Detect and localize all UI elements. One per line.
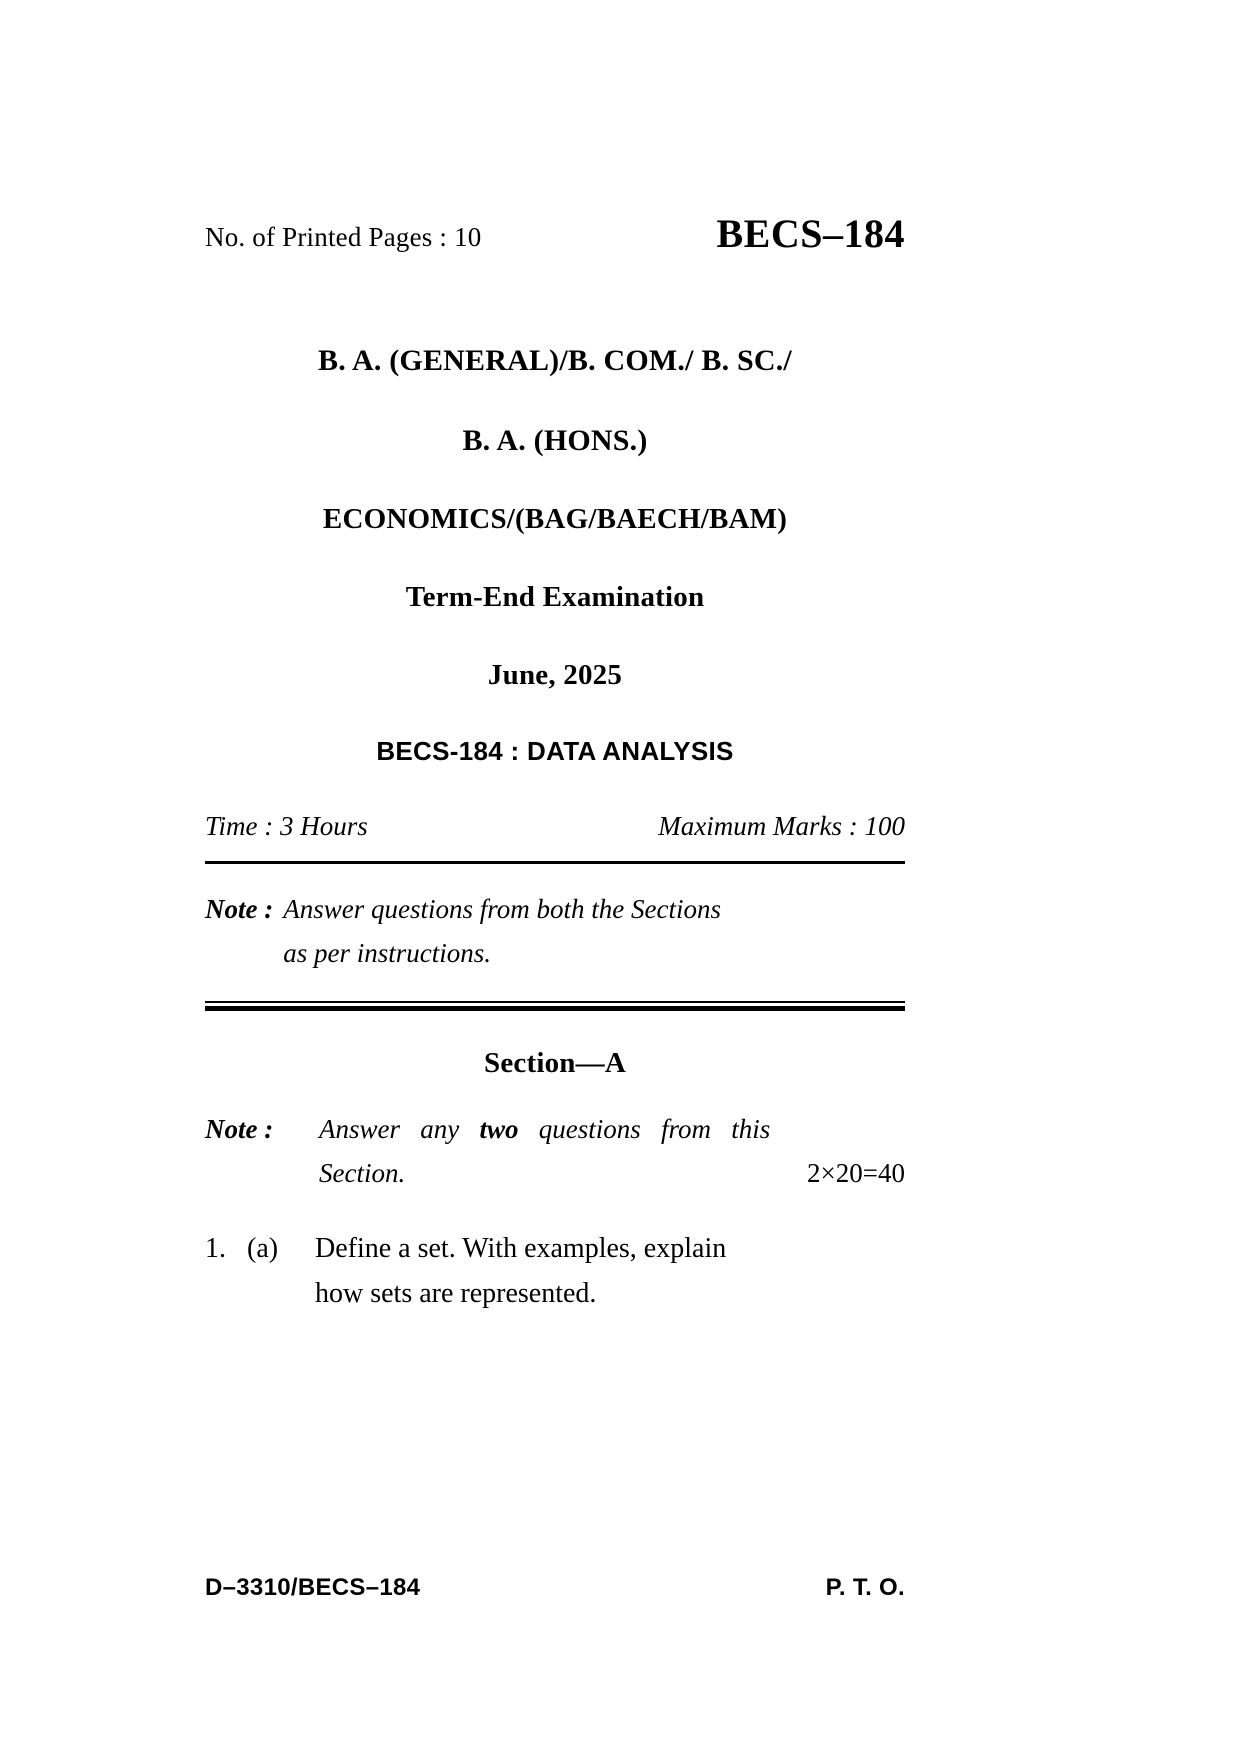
section-heading: Section—A [484,1047,626,1080]
exam-duration: Time : 3 Hours [205,811,368,841]
subject-title: BECS-184 : DATA ANALYSIS [376,736,734,766]
programme-line-2: B. A. (HONS.) [462,424,648,457]
title-block [205,346,905,767]
general-note-label: Note : [205,894,274,924]
divider-rule-thick [205,1006,905,1011]
page-header [205,210,905,274]
general-note [205,888,905,975]
question-text [315,1226,905,1317]
question-text-line-1: Define a set. With examples, explain [315,1232,727,1264]
section-note-word-answer: Answer [319,1114,400,1145]
programme-line-1: B. A. (GENERAL)/B. COM./ B. SC./ [318,344,792,377]
exam-maximum-marks: Maximum Marks : 100 [658,811,905,841]
question-item [205,1226,905,1317]
question-text-line-2: how sets are represented. [315,1278,597,1310]
divider-rule-top [205,861,905,864]
section-note-word-questions: questions [538,1114,641,1145]
footer-paper-reference: D–3310/BECS–184 [205,1574,421,1601]
general-note-text [283,888,905,975]
page-footer [205,1574,905,1602]
printed-pages-label: No. of Printed Pages : 10 [205,222,482,252]
paper-code: BECS–184 [716,211,905,256]
exam-meta-row [205,811,905,845]
section-note-line-2: Section. [319,1158,406,1189]
discipline-line: ECONOMICS/(BAG/BAECH/BAM) [322,503,788,535]
section-note [205,1108,905,1195]
question-number: 1. [205,1232,226,1264]
examination-session-line: June, 2025 [487,659,623,691]
divider-rule-double [205,1001,905,1011]
section-note-word-this: this [731,1114,771,1145]
section-note-word-any: any [420,1114,460,1145]
section-note-word-from: from [661,1114,712,1145]
page-content [205,0,905,1317]
general-note-line-2: as per instructions. [283,937,491,968]
section-marks-allocation: 2×20=40 [807,1158,905,1189]
section-note-emphasis: two [479,1114,519,1145]
question-sub-label: (a) [247,1232,279,1264]
section-note-label: Note : [205,1114,274,1145]
examination-type-line: Term-End Examination [405,581,705,613]
section-note-text [319,1108,905,1195]
general-note-line-1: Answer questions from both the Sections [283,894,721,924]
footer-pto-label: P. T. O. [825,1574,905,1601]
